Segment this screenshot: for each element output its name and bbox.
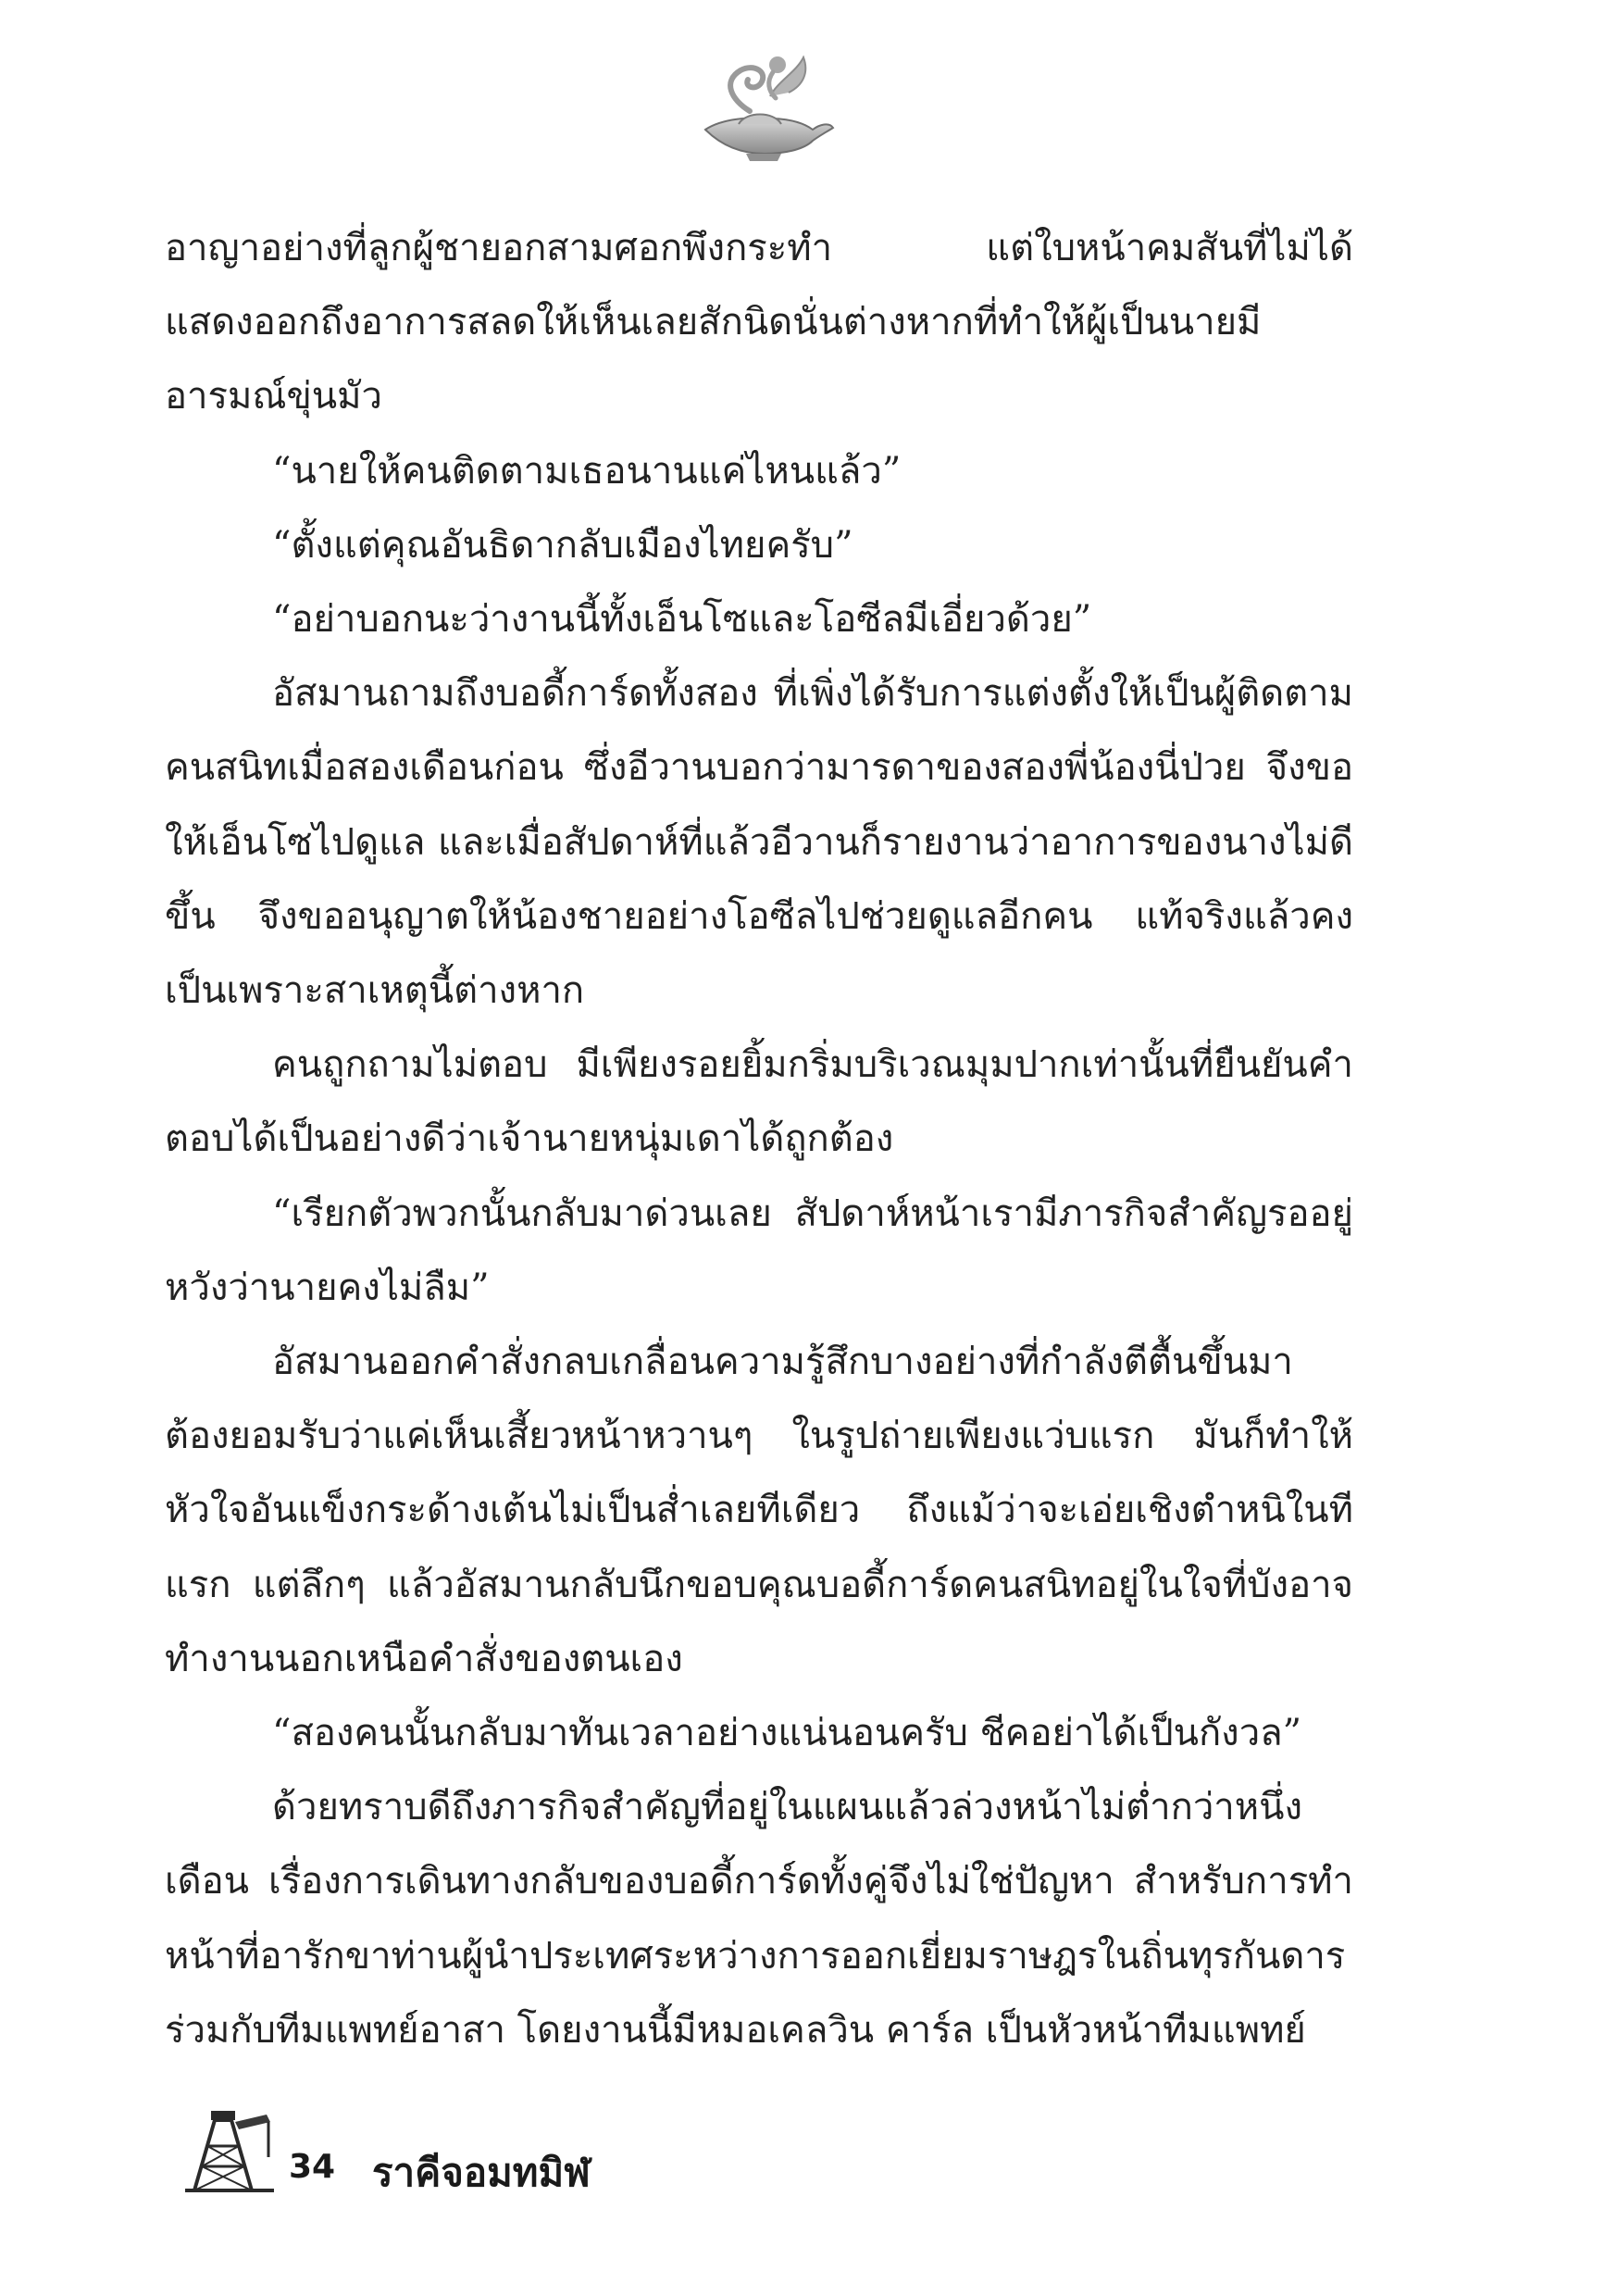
book-title: ราคีจอมทมิฬ [372, 2150, 591, 2195]
paragraph: “นายให้คนติดตามเธอนานแค่ไหนแล้ว” [272, 449, 902, 493]
paragraph: อัสมานออกคำสั่งกลบเกลื่อนความรู้สึกบางอย่างที่กำลังตีตื้นขึ้นมา ต้องยอมรับว่าแค่เห็นเสี้ยวหน้าหวานๆ ในรูปถ่ายเพียงแว่บแรก มันก็ทำให้หัวใจอันแข็งกระด้างเต้นไม่เป็นส่ำเลยทีเดียว ถึงแม้ว่าจะเอ่ยเชิงตำหนิในทีแรก แต่ลึกๆ แล้วอัสมานกลับนึกขอบคุณบอดี้การ์ดคนสนิทอยู่ในใจที่บังอาจทำงานนอกเหนือคำสั่งของตนเอง [165, 1341, 1353, 1680]
paragraph: ด้วยทราบดีถึงภารกิจสำคัญที่อยู่ในแผนแล้วล่วงหน้าไม่ต่ำกว่าหนึ่งเดือน เรื่องการเดินทางกลับของบอดี้การ์ดทั้งคู่จึงไม่ใช่ปัญหา สำหรับการทำหน้าที่อารักขาท่านผู้นำประเทศระหว่างการออกเยี่ยมราษฎรในถิ่นทุรกันดารร่วมกับทีมแพทย์อาสา โดยงานนี้มีหมอเคลวิน คาร์ล เป็นหัวหน้าทีมแพทย์ [165, 1786, 1353, 2052]
oil-derrick-icon [178, 2102, 280, 2194]
paragraph: “อย่าบอกนะว่างานนี้ทั้งเอ็นโซและโอซีลมีเอี่ยวด้วย” [272, 598, 1092, 642]
paragraph: อัสมานถามถึงบอดี้การ์ดทั้งสอง ที่เพิ่งได้รับการแต่งตั้งให้เป็นผู้ติดตามคนสนิทเมื่อสองเดือนก่อน ซึ่งอีวานบอกว่ามารดาของสองพี่น้องนี่ป่วย จึงขอให้เอ็นโซไปดูแล และเมื่อสัปดาห์ที่แล้วอีวานก็รายงานว่าอาการของนางไม่ดีขึ้น จึงขออนุญาตให้น้องชายอย่างโอซีลไปช่วยดูแลอีกคน แท้จริงแล้วคงเป็นเพราะสาเหตุนี้ต่างหาก [165, 672, 1353, 1013]
chapter-body [165, 211, 1353, 2067]
page-footer [178, 2102, 826, 2213]
paragraph: “ตั้งแต่คุณอันธิดากลับเมืองไทยครับ” [272, 523, 853, 567]
lamp-ornament-icon [685, 44, 842, 165]
paragraph: “สองคนนั้นกลับมาทันเวลาอย่างแน่นอนครับ ชีคอย่าได้เป็นกังวล” [272, 1712, 1302, 1755]
page-number: 34 [289, 2148, 336, 2186]
paragraph: คนถูกถามไม่ตอบ มีเพียงรอยยิ้มกริ่มบริเวณมุมปากเท่านั้นที่ยืนยันคำตอบได้เป็นอย่างดีว่าเจ้านายหนุ่มเดาได้ถูกต้อง [165, 1043, 1353, 1161]
paragraph: อาญาอย่างที่ลูกผู้ชายอกสามศอกพึงกระทำ แต่ใบหน้าคมสันที่ไม่ได้แสดงออกถึงอาการสลดให้เห็นเลยสักนิดนั่นต่างหากที่ทำให้ผู้เป็นนายมีอารมณ์ขุ่นมัว [165, 227, 1353, 418]
paragraph: “เรียกตัวพวกนั้นกลับมาด่วนเลย สัปดาห์หน้าเรามีภารกิจสำคัญรออยู่ หวังว่านายคงไม่ลืม” [165, 1192, 1353, 1309]
